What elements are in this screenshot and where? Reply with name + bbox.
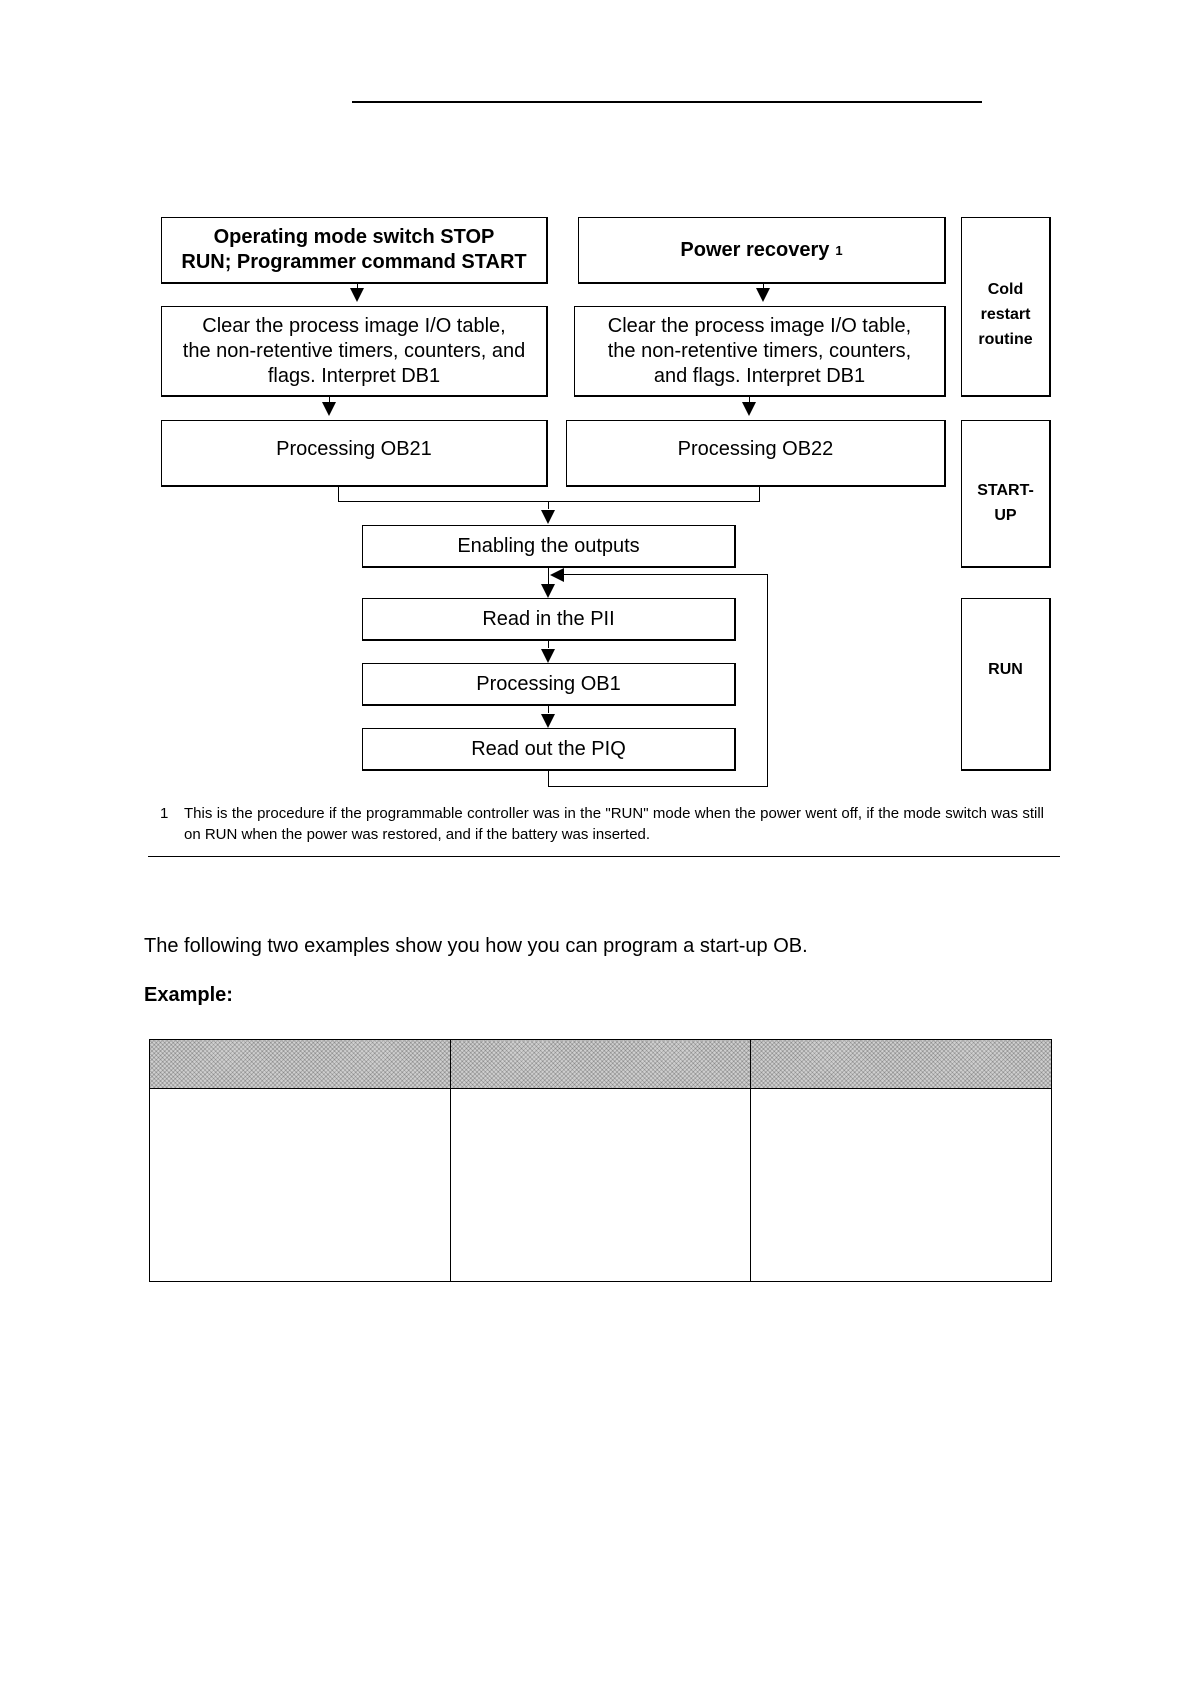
arrow-line: [548, 706, 549, 713]
box-read-pii: [362, 598, 736, 641]
box-ob1-label: Processing OB1: [476, 672, 621, 695]
arrow-line: [548, 641, 549, 648]
box-read-pii-label: Read in the PII: [482, 607, 615, 630]
left-arrow-icon: [550, 568, 564, 582]
table-header-cell: [450, 1040, 751, 1089]
table-header-row: [150, 1040, 1052, 1089]
side-startup: START- UP: [961, 420, 1051, 568]
loop-line: [564, 574, 768, 575]
top-rule: [352, 101, 982, 103]
table-cell: [150, 1089, 451, 1282]
box-enable-outputs-label: Enabling the outputs: [457, 534, 640, 557]
box-read-piq: [362, 728, 736, 771]
down-arrow-icon: [541, 714, 555, 728]
merge-line: [338, 487, 339, 502]
down-arrow-icon: [756, 288, 770, 302]
table-row: [150, 1089, 1052, 1282]
footnote-number: 1: [160, 805, 169, 822]
loop-line: [548, 771, 549, 787]
box-read-piq-label: Read out the PIQ: [471, 737, 626, 760]
box-power-recovery-label: Power recovery: [680, 238, 830, 261]
box-power-recovery: [578, 217, 946, 284]
box-enable-outputs: [362, 525, 736, 568]
merge-line: [759, 487, 760, 502]
footnote-rule: [148, 856, 1060, 857]
box-ob22-label: Processing OB22: [677, 438, 834, 460]
down-arrow-icon: [322, 402, 336, 416]
box-clear-right-label: Clear the process image I/O table, the non-retentive timers, counters, and flags. Interpret DB1: [607, 314, 912, 387]
down-arrow-icon: [350, 288, 364, 302]
merge-line: [338, 501, 760, 502]
table-header-cell: [751, 1040, 1052, 1089]
down-arrow-icon: [541, 584, 555, 598]
arrow-line: [548, 568, 549, 584]
box-ob21-label: Processing OB21: [276, 438, 432, 460]
footnote-marker: 1: [835, 242, 843, 258]
box-clear-left: [161, 306, 548, 397]
footnote-text: This is the procedure if the programmable controller was in the "RUN" mode when the power went off, if the mode switch was still on RUN when the power was restored, and if the battery was inserted.: [184, 805, 1044, 843]
box-ob22: [566, 420, 946, 487]
example-table: [149, 1039, 1052, 1282]
table-header-cell: [150, 1040, 451, 1089]
down-arrow-icon: [742, 402, 756, 416]
down-arrow-icon: [541, 510, 555, 524]
intro-text: The following two examples show you how you can program a start-up OB.: [144, 935, 808, 957]
table-cell: [751, 1089, 1052, 1282]
arrow-line: [548, 501, 549, 509]
box-mode-switch: [161, 217, 548, 284]
loop-line: [548, 786, 768, 787]
side-run: RUN: [961, 598, 1051, 771]
example-heading: Example:: [144, 984, 233, 1006]
box-ob1: [362, 663, 736, 706]
down-arrow-icon: [541, 649, 555, 663]
box-mode-switch-label: Operating mode switch STOP RUN; Programmer command START: [181, 226, 527, 273]
box-clear-right: [574, 306, 946, 397]
box-clear-left-label: Clear the process image I/O table, the non-retentive timers, counters, and flags. Interpret DB1: [182, 314, 526, 387]
box-ob21: [161, 420, 548, 487]
table-cell: [450, 1089, 751, 1282]
side-cold-restart: Cold restart routine: [961, 217, 1051, 397]
loop-line: [767, 574, 768, 787]
